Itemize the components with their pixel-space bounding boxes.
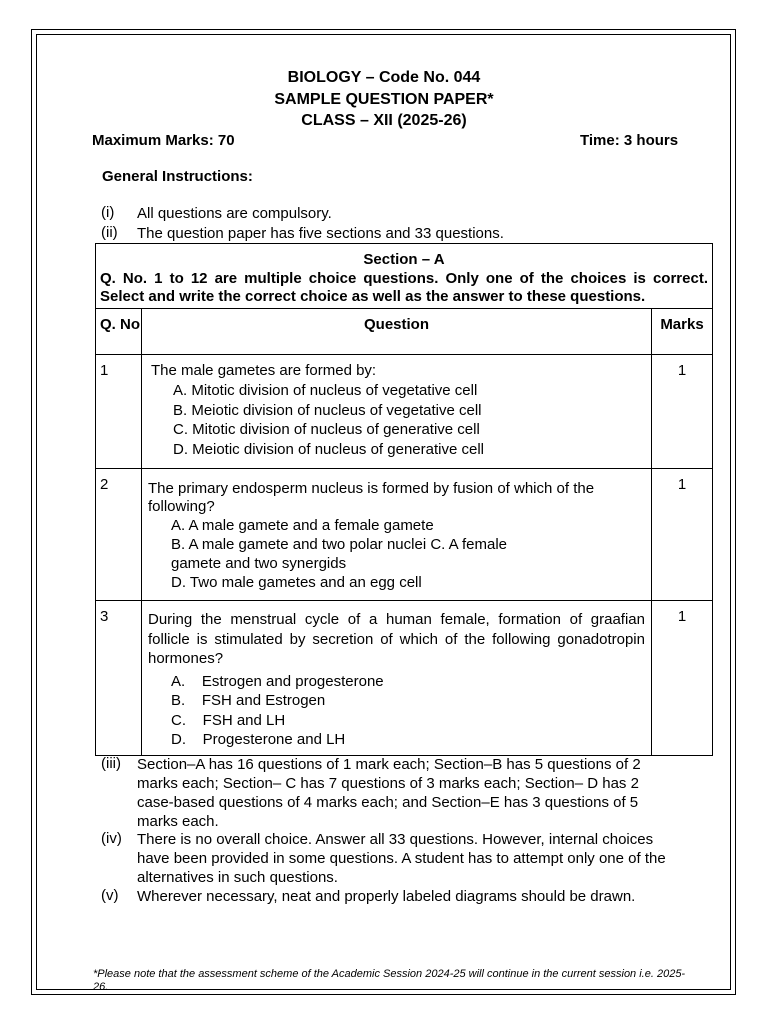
instruction-line: have been provided in some questions. A student has to attempt only one of the [137, 850, 666, 867]
option: B. Meiotic division of nucleus of vegetative cell [173, 401, 482, 419]
option: A. A male gamete and a female gamete [171, 517, 434, 534]
question-text: The male gametes are formed by: [151, 362, 377, 379]
option: D. Progesterone and LH [171, 731, 346, 748]
question-marks: 1 [652, 469, 713, 601]
time-allowed: Time: 3 hours [580, 132, 679, 149]
section-title: Section – A [363, 251, 445, 268]
instruction-line: marks each. [137, 813, 219, 830]
option: D. Two male gametes and an egg cell [171, 574, 422, 591]
section-a-table [95, 243, 713, 756]
instruction-line: alternatives in such questions. [137, 869, 338, 886]
option: gamete and two synergids [171, 555, 347, 572]
option: A. Estrogen and progesterone [171, 672, 384, 690]
instruction-num: (iv) [101, 830, 122, 847]
col-header-question: Question [142, 309, 652, 355]
instructions-heading: General Instructions: [102, 168, 253, 185]
instruction-text [137, 755, 641, 831]
instruction-text: Wherever necessary, neat and properly labeled diagrams should be drawn. [137, 888, 636, 905]
option: B. A male gamete and two polar nuclei C. A female [171, 536, 508, 553]
instruction-num: (i) [101, 204, 115, 221]
question-number: 2 [96, 469, 142, 601]
option: D. Meiotic division of nucleus of generative cell [173, 440, 484, 458]
question-number: 1 [96, 355, 142, 469]
col-header-marks: Marks [652, 309, 713, 355]
instruction-text: All questions are compulsory. [137, 205, 332, 222]
instruction-line: There is no overall choice. Answer all 33 questions. However, internal choices [137, 831, 654, 848]
footnote: *Please note that the assessment scheme of the Academic Session 2024-25 will continue in the current session i.e. 2025-26. [93, 968, 686, 993]
option: A. Mitotic division of nucleus of vegetative cell [173, 382, 478, 399]
instruction-line: marks each; Section– C has 7 questions of 3 marks each; Section– D has 2 [137, 775, 639, 792]
instruction-line: Section–A has 16 questions of 1 mark each; Section–B has 5 questions of 2 [137, 756, 641, 773]
instruction-line: case-based questions of 4 marks each; and Section–E has 3 questions of 5 [137, 794, 639, 811]
section-a-header [96, 244, 713, 309]
question-number: 3 [96, 601, 142, 756]
paper-title: BIOLOGY – Code No. 044 [287, 69, 481, 86]
max-marks: Maximum Marks: 70 [92, 132, 235, 149]
instruction-text [137, 830, 666, 887]
instruction-num: (ii) [101, 224, 118, 241]
instruction-num: (iii) [101, 755, 121, 772]
option: C. Mitotic division of nucleus of generative cell [173, 421, 480, 438]
paper-subtitle: SAMPLE QUESTION PAPER* [274, 91, 494, 108]
col-header-qno: Q. No [96, 309, 142, 355]
question-cell [142, 601, 652, 756]
question-cell [142, 355, 652, 469]
instruction-text: The question paper has five sections and 33 questions. [137, 225, 504, 242]
option: C. FSH and LH [171, 711, 286, 729]
section-description: Q. No. 1 to 12 are multiple choice questions. Only one of the choices is correct. Select and write the correct choice as well as the answer to these questions. [100, 270, 708, 305]
question-marks: 1 [652, 601, 713, 756]
question-text: The primary endosperm nucleus is formed by fusion of which of the following? [148, 480, 595, 515]
option: B. FSH and Estrogen [171, 692, 326, 709]
instruction-num: (v) [101, 887, 119, 904]
question-text: During the menstrual cycle of a human female, formation of graafian follicle is stimulated by secretion of which of the following gonadotropin hormones? [148, 611, 645, 667]
paper-class: CLASS – XII (2025-26) [301, 112, 467, 129]
question-cell [142, 469, 652, 601]
question-marks: 1 [652, 355, 713, 469]
